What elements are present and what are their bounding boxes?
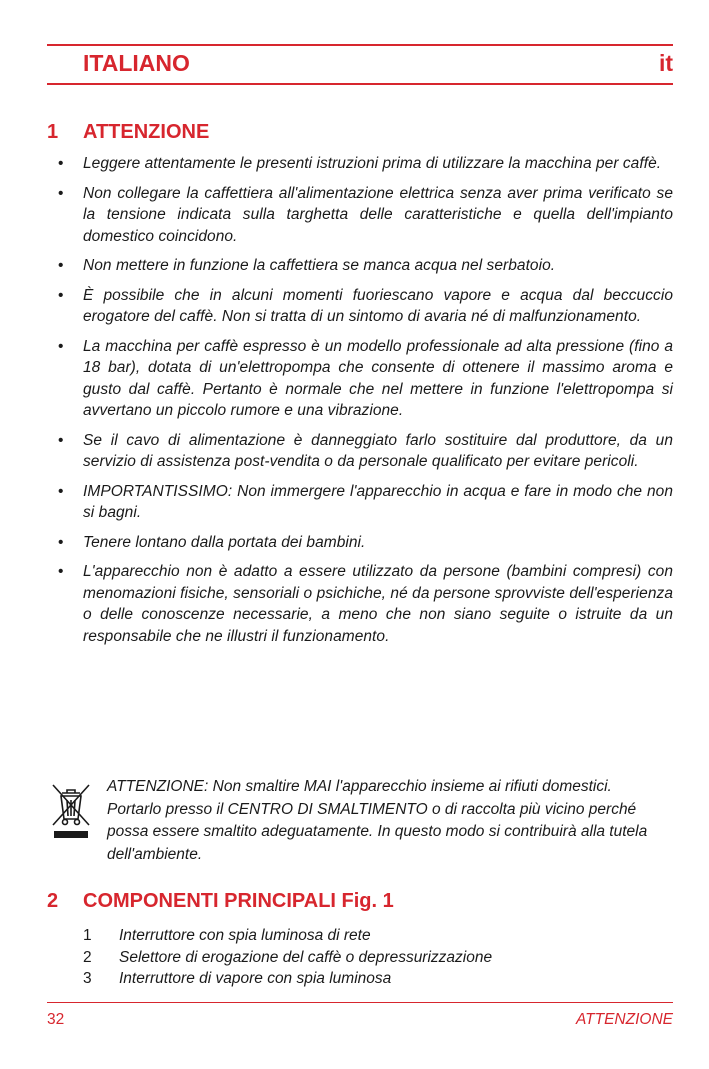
- section-2-heading: [47, 890, 394, 913]
- section-1-heading: [47, 121, 209, 144]
- header-rule-bottom: [47, 83, 673, 85]
- language-header: ITALIANO: [83, 50, 190, 76]
- bullet-icon: •: [58, 184, 64, 202]
- list-item: 3 Interruttore di vapore con spia luminosa: [83, 970, 392, 987]
- language-code: it: [658, 50, 673, 76]
- list-item: • Non collegare la caffettiera all'alimentazione elettrica senza aver prima verificato se la tensione indicata sulla targhetta delle caratteristiche e quella dell'impianto domestico coincidono.: [58, 184, 673, 245]
- list-item: • Se il cavo di alimentazione è danneggiato farlo sostituire dal produttore, da un servizio di assistenza post-vendita o da personale qualificato per evitare pericoli.: [58, 431, 673, 470]
- list-item: 2 Selettore di erogazione del caffè o depressurizzazione: [83, 948, 493, 966]
- crossed-out-wheelie-bin-icon: [50, 781, 92, 841]
- footer-section-title: ATTENZIONE: [575, 1011, 673, 1028]
- footer-rule: [47, 1002, 673, 1003]
- bullet-icon: •: [58, 563, 64, 580]
- section-number: 1: [47, 121, 59, 143]
- list-item: 1 Interruttore con spia luminosa di rete: [83, 927, 371, 944]
- list-item: • È possibile che in alcuni momenti fuoriescano vapore e acqua dal beccuccio erogatore del caffè. Non si tratta di un sintomo di avaria né di malfunzionamento.: [58, 286, 673, 325]
- disposal-warning: ATTENZIONE: Non smaltire MAI l'apparecchio insieme ai rifiuti domestici. Portarlo presso il CENTRO DI SMALTIMENTO o di raccolta più vicino perché possa essere smaltito adeguatamente. In questo modo si contribuirà alla tutela dell'ambiente.: [107, 778, 648, 863]
- list-item: • IMPORTANTISSIMO: Non immergere l'apparecchio in acqua e fare in modo che non si bagni.: [58, 482, 673, 521]
- section-number: 2: [47, 890, 59, 912]
- list-item: • L'apparecchio non è adatto a essere utilizzato da persone (bambini compresi) con menomazioni fisiche, sensoriali o psichiche, né da persone sprovviste dell'esperienza o delle conoscenze necessarie, a meno che non siano seguite o istruite da un responsabile che ne illustri il funzionamento.: [58, 563, 673, 645]
- bullet-icon: •: [58, 155, 64, 172]
- bullet-icon: •: [58, 257, 64, 274]
- bullet-icon: •: [58, 482, 64, 500]
- list-item: • Tenere lontano dalla portata dei bambini.: [58, 532, 673, 554]
- list-item: • Non mettere in funzione la caffettiera se manca acqua nel serbatoio.: [58, 255, 673, 277]
- list-item: • Leggere attentamente le presenti istruzioni prima di utilizzare la macchina per caffè.: [58, 153, 673, 175]
- list-item: • La macchina per caffè espresso è un modello professionale ad alta pressione (fino a 18 bar), dotata di un'elettropompa che consente di ottenere il massimo aroma e gusto dal caffè. Pertanto è normale che nel mettere in funzione l'elettropompa si avvertano un piccolo rumore e una vibrazione.: [58, 337, 673, 419]
- bullet-icon: •: [58, 533, 64, 551]
- bullet-icon: •: [58, 431, 64, 449]
- section-title: ATTENZIONE: [83, 121, 210, 143]
- section-title: COMPONENTI PRINCIPALI Fig. 1: [83, 890, 394, 912]
- page-number: 32: [47, 1011, 65, 1028]
- header-rule-top: [47, 44, 673, 46]
- components-list: [83, 925, 492, 990]
- bullet-icon: •: [58, 337, 64, 355]
- bullet-icon: •: [58, 286, 64, 304]
- warning-list: [58, 153, 673, 655]
